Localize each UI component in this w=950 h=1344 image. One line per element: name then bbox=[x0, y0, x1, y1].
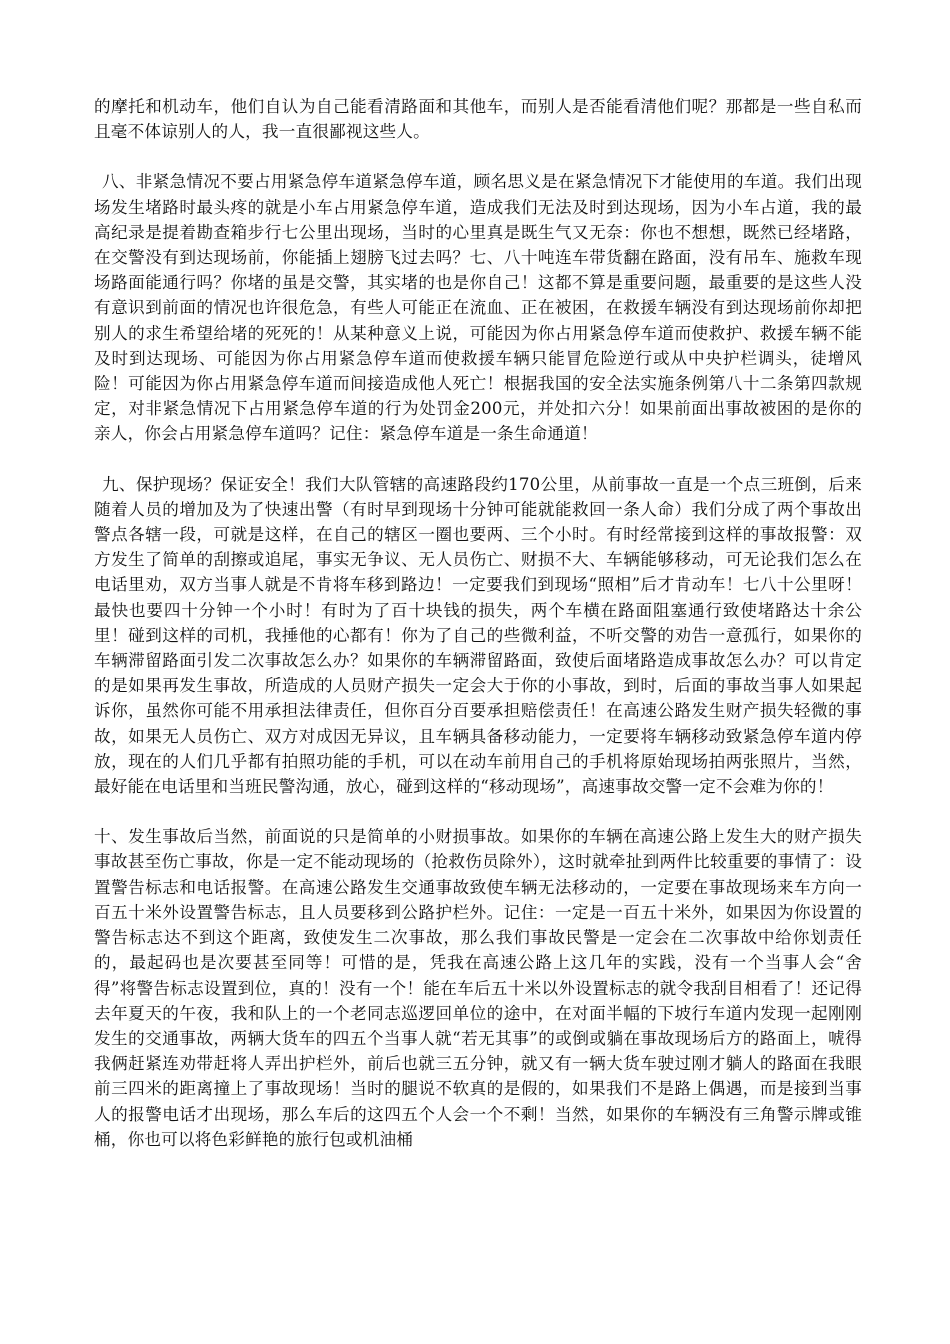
paragraph-intro-continuation: 的摩托和机动车，他们自认为自己能看清路面和其他车，而别人是否能看清他们呢？那都是一些自私而且毫不体谅别人的人，我一直很鄙视这些人。 bbox=[94, 97, 862, 142]
document-page bbox=[94, 94, 862, 1152]
paragraph-section-8-emergency-lane: 八、非紧急情况不要占用紧急停车道紧急停车道，顾名思义是在紧急情况下才能使用的车道。我们出现场发生堵路时最头疼的就是小车占用紧急停车道，造成我们无法及时到达现场，因为小车占道，我的最高纪录是提着勘查箱步行七公里出现场，当时的心里真是既生气又无奈：你也不想想，既然已经堵路，在交警没有到达现场前，你能插上翅膀飞过去吗？七、八十吨连车带货翻在路面，没有吊车、施救车现场路面能通行吗？你堵的虽是交警，其实堵的也是你自己！这都不算是重要问题，最重要的是这些人没有意识到前面的情况也许很危急，有些人可能正在流血、正在被困，在救援车辆没有到达现场前你却把别人的求生希望给堵的死死的！从某种意义上说，可能因为你占用紧急停车道而使救护、救援车辆不能及时到达现场、可能因为你占用紧急停车道而使救援车辆只能冒危险逆行或从中央护栏调头，徒增风险！可能因为你占用紧急停车道而间接造成他人死亡！根据我国的安全法实施条例第八十二条第四款规定，对非紧急情况下占用紧急停车道的行为处罚金200元，并处扣六分！如果前面出事故被困的是你的亲人，你会占用紧急停车道吗？记住：紧急停车道是一条生命通道！ bbox=[94, 172, 862, 444]
paragraph-section-9-protect-scene: 九、保护现场？保证安全！我们大队管辖的高速路段约170公里，从前事故一直是一个点三班倒，后来随着人员的增加及为了快速出警（有时早到现场十分钟可能就能救回一条人命）我们分成了两个事故出警点各辖一段，可就是这样，在自己的辖区一圈也要两、三个小时。有时经常接到这样的事故报警：双方发生了简单的刮擦或追尾，事实无争议、无人员伤亡、财损不大、车辆能够移动，可无论我们怎么在电话里劝，双方当事人就是不肯将车移到路边！一定要我们到现场“照相”后才肯动车！七八十公里呀！最快也要四十分钟一个小时！有时为了百十块钱的损失，两个车横在路面阻塞通行致使堵路达十余公里！碰到这样的司机，我捶他的心都有！你为了自己的些微利益，不听交警的劝告一意孤行，如果你的车辆滞留路面引发二次事故怎么办？如果你的车辆滞留路面，致使后面堵路造成事故怎么办？可以肯定的是如果再发生事故，所造成的人员财产损失一定会大于你的小事故，到时，后面的事故当事人如果起诉你，虽然你可能不用承担法律责任，但你百分百要承担赔偿责任！在高速公路发生财产损失轻微的事故，如果无人员伤亡、双方对成因无异议，且车辆具备移动能力，一定要将车辆移动致紧急停车道内停放，现在的人们几乎都有拍照功能的手机，可以在动车前用自己的手机将原始现场拍两张照片，当然，最好能在电话里和当班民警沟通，放心，碰到这样的“移动现场”，高速事故交警一定不会难为你的！ bbox=[94, 474, 862, 797]
paragraph-section-10-after-accident: 十、发生事故后当然，前面说的只是简单的小财损事故。如果你的车辆在高速公路上发生大的财产损失事故甚至伤亡事故，你是一定不能动现场的（抢救伤员除外），这时就牵扯到两件比较重要的事情了：设置警告标志和电话报警。在高速公路发生交通事故致使车辆无法移动的，一定要在事故现场来车方向一百五十米外设置警告标志，且人员要移到公路护栏外。记住：一定是一百五十米外，如果因为你设置的警告标志达不到这个距离，致使发生二次事故，那么我们事故民警是一定会在二次事故中给你划责任的，最起码也是次要甚至同等！可惜的是，凭我在高速公路上这几年的实践，没有一个当事人会“舍得”将警告标志设置到位，真的！没有一个！能在车后五十米以外设置标志的就令我刮目相看了！还记得去年夏天的午夜，我和队上的一个老同志巡逻回单位的途中，在对面半幅的下坡行车道内发现一起刚刚发生的交通事故，两辆大货车的四五个当事人就“若无其事”的或倒或躺在事故现场后方的路面上，唬得我俩赶紧连劝带赶将人弄出护栏外，前后也就三五分钟，就又有一辆大货车驶过刚才躺人的路面在我眼前三四米的距离撞上了事故现场！当时的腿说不软真的是假的，如果我们不是路上偶遇，而是接到当事人的报警电话才出现场，那么车后的这四五个人会一个不剩！当然，如果你的车辆没有三角警示牌或锥桶，你也可以将色彩鲜艳的旅行包或机油桶 bbox=[94, 827, 862, 1149]
